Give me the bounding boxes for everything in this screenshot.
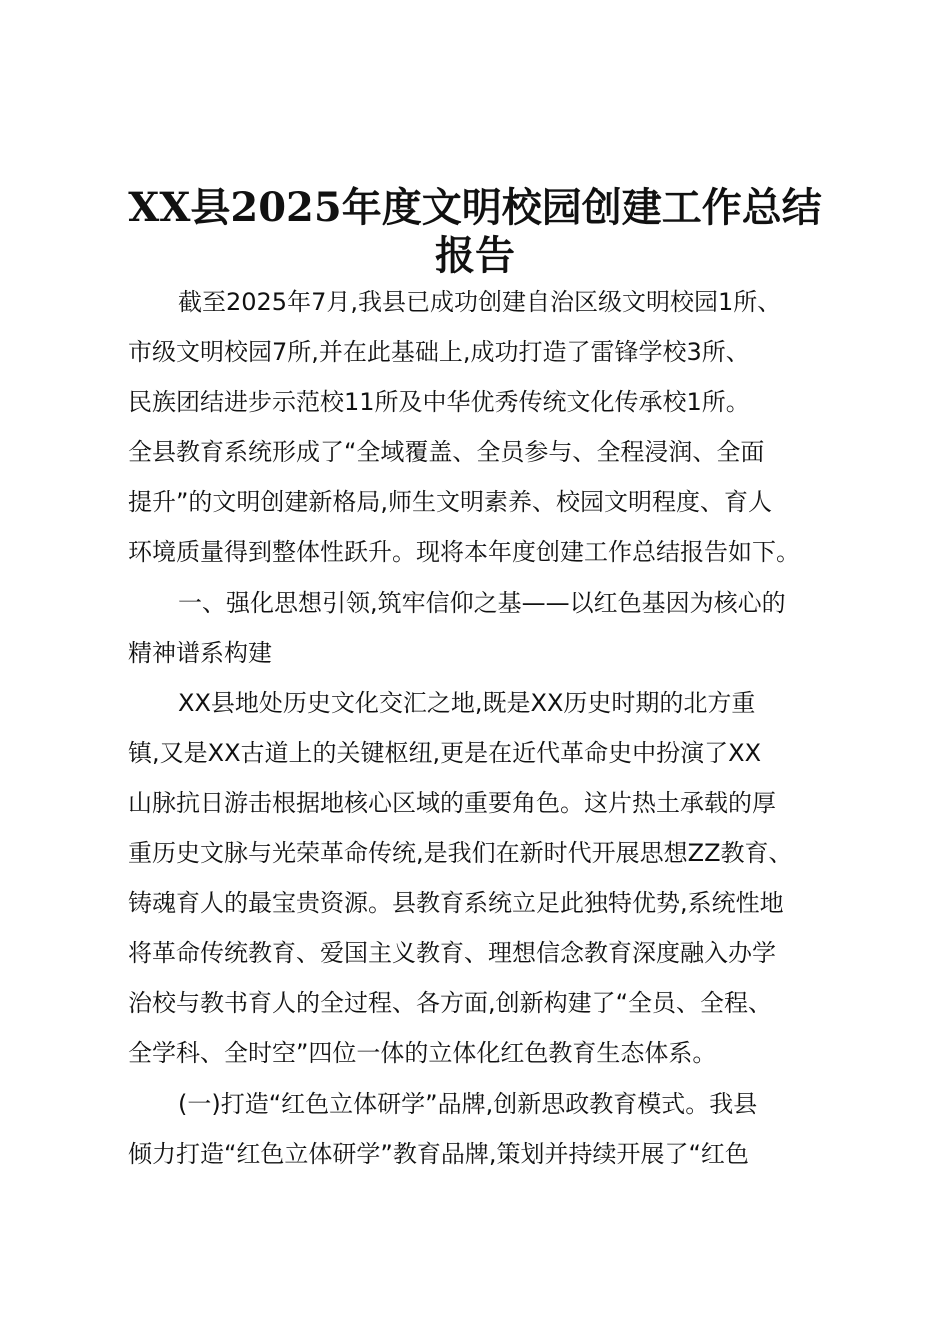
document-title: XX县2025年度文明校园创建工作总结 bbox=[128, 184, 822, 231]
intro-paragraph-line: 民族团结进步示范校11所及中华优秀传统文化传承校1所。 bbox=[128, 388, 750, 417]
body-paragraph-line: 镇,又是XX古道上的关键枢纽,更是在近代革命史中扮演了XX bbox=[128, 738, 762, 767]
document-title-continued: 报告 bbox=[435, 232, 515, 279]
intro-paragraph-line: 市级文明校园7所,并在此基础上,成功打造了雷锋学校3所、 bbox=[128, 338, 750, 367]
body-paragraph-line: 山脉抗日游击根据地核心区域的重要角色。这片热土承载的厚 bbox=[128, 788, 776, 817]
body-paragraph-line: 全学科、全时空”四位一体的立体化红色教育生态体系。 bbox=[128, 1039, 717, 1068]
section-heading-line: 一、强化思想引领,筑牢信仰之基——以红色基因为核心的 bbox=[178, 588, 786, 617]
intro-paragraph-line: 环境质量得到整体性跃升。现将本年度创建工作总结报告如下。 bbox=[128, 538, 800, 567]
body-paragraph-line: 治校与教书育人的全过程、各方面,创新构建了“全员、全程、 bbox=[128, 989, 773, 1018]
body-paragraph-line: XX县地处历史文化交汇之地,既是XX历史时期的北方重 bbox=[178, 688, 756, 717]
intro-paragraph-line: 全县教育系统形成了“全域覆盖、全员参与、全程浸润、全面 bbox=[128, 438, 765, 467]
body-paragraph-line: 将革命传统教育、爱国主义教育、理想信念教育深度融入办学 bbox=[128, 939, 776, 968]
intro-paragraph-line: 提升”的文明创建新格局,师生文明素养、校园文明程度、育人 bbox=[128, 488, 773, 517]
document-body bbox=[128, 277, 838, 1179]
subsection-paragraph-line: 倾力打造“红色立体研学”教育品牌,策划并持续开展了“红色 bbox=[128, 1139, 749, 1168]
section-heading-line: 精神谱系构建 bbox=[128, 638, 272, 667]
body-paragraph-line: 重历史文脉与光荣革命传统,是我们在新时代开展思想ZZ教育、 bbox=[128, 839, 793, 868]
intro-paragraph-line: 截至2025年7月,我县已成功创建自治区级文明校园1所、 bbox=[178, 288, 782, 316]
body-paragraph-line: 铸魂育人的最宝贵资源。县教育系统立足此独特优势,系统性地 bbox=[128, 889, 784, 918]
subsection-paragraph-line: (一)打造“红色立体研学”品牌,创新思政教育模式。我县 bbox=[178, 1089, 758, 1118]
